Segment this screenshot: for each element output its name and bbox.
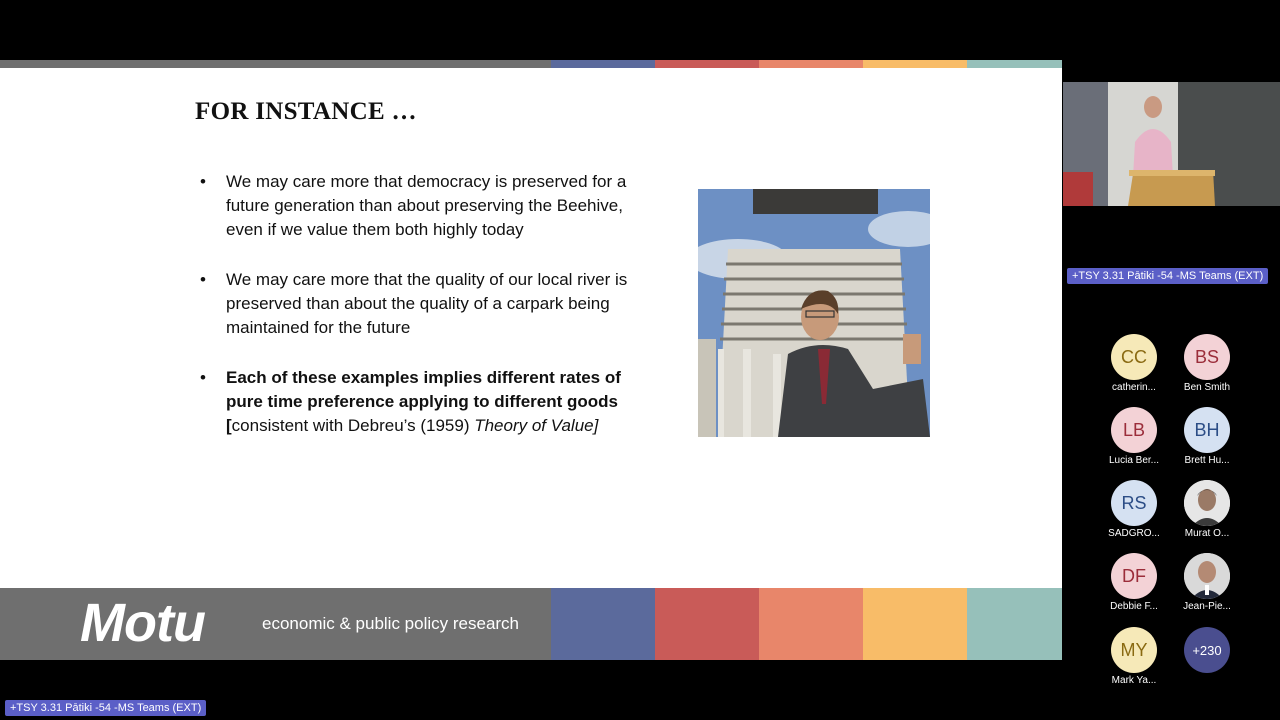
- avatar: LB: [1111, 407, 1157, 453]
- participant-name: Lucia Ber...: [1108, 455, 1160, 466]
- participant-name: Murat O...: [1184, 528, 1230, 539]
- slide-top-color-bar: [0, 60, 1062, 68]
- bullet-list: [200, 170, 650, 464]
- beehive-photo: [698, 189, 930, 437]
- room-label-badge: +TSY 3.31 Pātiki -54 -MS Teams (EXT): [1067, 268, 1268, 284]
- bullet-dot: •: [200, 368, 206, 387]
- bottom-room-label: +TSY 3.31 Pātiki -54 -MS Teams (EXT): [5, 700, 206, 716]
- avatar: BH: [1184, 407, 1230, 453]
- avatar: RS: [1111, 480, 1157, 526]
- bullet-dot: •: [200, 172, 206, 191]
- bullet-item: [200, 366, 650, 438]
- avatar: DF: [1111, 553, 1157, 599]
- participant-name: Debbie F...: [1110, 601, 1158, 612]
- bullet-item: [200, 170, 650, 242]
- participant-name: Jean-Pie...: [1183, 601, 1231, 612]
- participant-name: catherin...: [1112, 382, 1156, 393]
- avatar-photo: [1184, 480, 1230, 526]
- slide-title: FOR INSTANCE …: [195, 98, 417, 125]
- participant-name: Mark Ya...: [1111, 675, 1157, 686]
- motu-logo-block: [0, 588, 551, 660]
- participant-tile[interactable]: [1172, 334, 1242, 393]
- slide-footer: [0, 588, 1062, 660]
- bullet-text: We may care more that democracy is preserved for a future generation than about preserving the Beehive, even if we value them both highly today: [226, 172, 627, 239]
- participant-tile[interactable]: [1099, 480, 1169, 539]
- motu-tagline: economic & public policy research: [262, 614, 520, 633]
- participant-tile[interactable]: [1099, 627, 1169, 686]
- footer-color-yellow: [863, 588, 967, 660]
- participant-tile[interactable]: [1172, 553, 1242, 612]
- motu-logo: Motu: [80, 593, 205, 653]
- participant-tile[interactable]: [1099, 334, 1169, 393]
- footer-color-red: [655, 588, 759, 660]
- avatar: BS: [1184, 334, 1230, 380]
- participant-name: Brett Hu...: [1184, 455, 1230, 466]
- participant-tile[interactable]: [1172, 407, 1242, 466]
- speaker-video-tile[interactable]: [1063, 82, 1280, 206]
- bullet-dot: •: [200, 270, 206, 289]
- participant-tile[interactable]: [1099, 553, 1169, 612]
- bullet-text: Each of these examples implies different rates of pure time preference applying to different goods: [226, 368, 621, 411]
- participant-tile[interactable]: [1099, 407, 1169, 466]
- bullet-item: [200, 268, 650, 340]
- footer-color-blue: [551, 588, 655, 660]
- avatar: MY: [1111, 627, 1157, 673]
- citation: [consistent with Debreu’s (1959) Theory of Value]: [226, 416, 599, 435]
- bullet-text: We may care more that the quality of our local river is preserved than about the quality of a carpark being maintained for the future: [226, 270, 628, 337]
- participant-name: Ben Smith: [1183, 382, 1231, 393]
- participant-name: SADGRO...: [1108, 528, 1160, 539]
- more-participants-button[interactable]: +230: [1184, 627, 1230, 673]
- presentation-slide: [0, 60, 1062, 660]
- footer-color-teal: [967, 588, 1062, 660]
- avatar: CC: [1111, 334, 1157, 380]
- participant-tile[interactable]: [1172, 480, 1242, 539]
- avatar-photo: [1184, 553, 1230, 599]
- footer-color-orange: [759, 588, 863, 660]
